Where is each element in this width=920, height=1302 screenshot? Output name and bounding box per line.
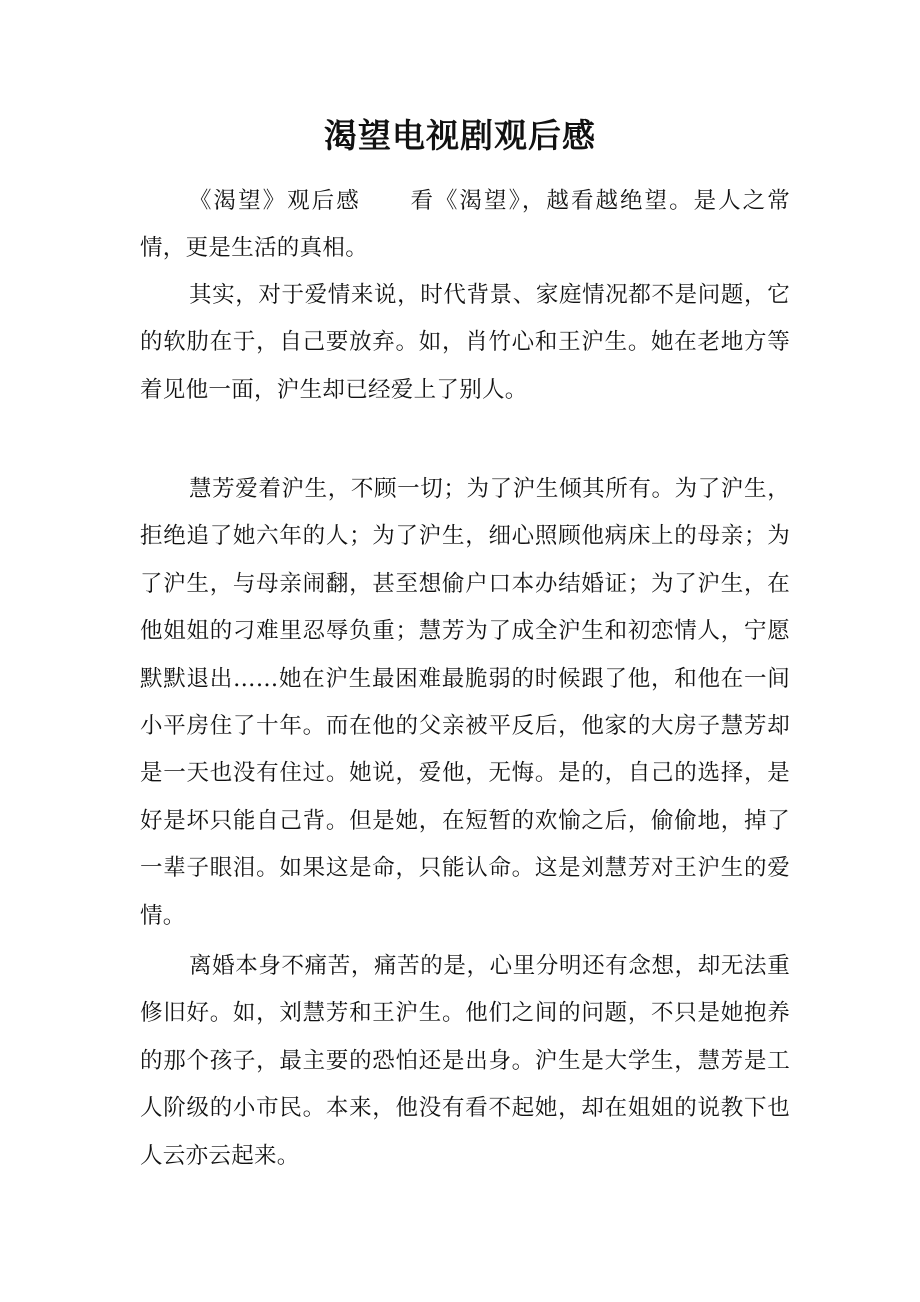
paragraph-1-lead: 《渴望》观后感: [189, 188, 361, 214]
document-title: 渴望电视剧观后感: [324, 116, 596, 155]
paragraph-3: 慧芳爱着沪生，不顾一切；为了沪生倾其所有。为了沪生，拒绝追了她六年的人；为了沪生，细心照顾他病床上的母亲；为了沪生，与母亲闹翻，甚至想偷户口本办结婚证；为了沪生，在他姐姐的刁难里忍辱负重；慧芳为了成全沪生和初恋情人，宁愿默默退出……她在沪生最困难最脆弱的时候跟了他，和他在一间小平房住了十年。而在他的父亲被平反后，他家的大房子慧芳却是一天也没有住过。她说，爱他，无悔。是的，自己的选择，是好是坏只能自己背。但是她，在短暂的欢愉之后，偷偷地，掉了一辈子眼泪。如果这是命，只能认命。这是刘慧芳对王沪生的爱情。: [140, 476, 790, 929]
paragraph-1-text: 看《渴望》，越看越绝望。是人之常情，更是生活的真相。: [140, 188, 790, 262]
paragraph-1: [140, 178, 790, 273]
paragraph-2: 其实，对于爱情来说，时代背景、家庭情况都不是问题，它的软肋在于，自己要放弃。如，肖竹心和王沪生。她在老地方等着见他一面，沪生却已经爱上了别人。: [140, 282, 790, 403]
paragraph-4: 离婚本身不痛苦，痛苦的是，心里分明还有念想，却无法重修旧好。如，刘慧芳和王沪生。他们之间的问题，不只是她抱养的那个孩子，最主要的恐怕还是出身。沪生是大学生，慧芳是工人阶级的小市民。本来，他没有看不起她，却在姐姐的说教下也人云亦云起来。: [140, 953, 790, 1169]
